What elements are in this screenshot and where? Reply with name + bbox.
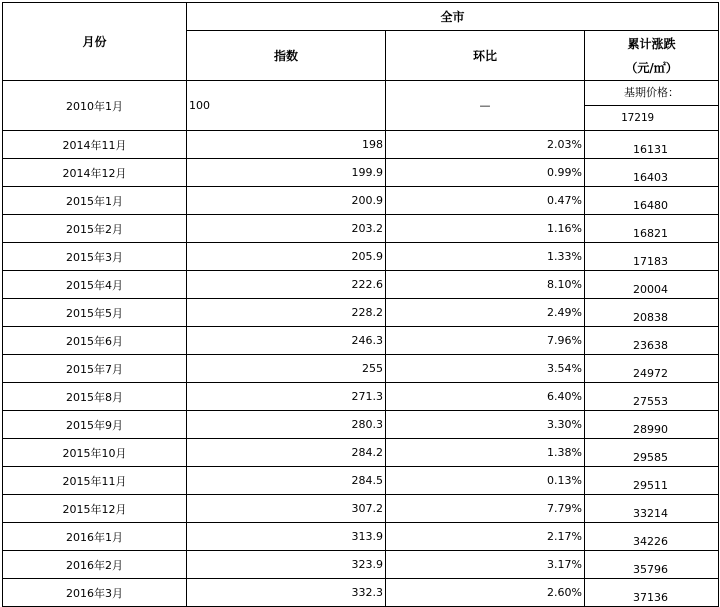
mom-cell: 1.33% <box>386 243 585 271</box>
price-cell: 17183 <box>585 243 719 271</box>
table-row <box>3 579 719 607</box>
month-header: 月份 <box>3 3 187 81</box>
base-mom-cell: — <box>386 81 585 131</box>
month-cell: 2015年8月 <box>3 383 187 411</box>
price-cell: 27553 <box>585 383 719 411</box>
table-row <box>3 131 719 159</box>
month-cell: 2015年1月 <box>3 187 187 215</box>
index-cell: 222.6 <box>187 271 386 299</box>
table-row <box>3 523 719 551</box>
mom-cell: 0.99% <box>386 159 585 187</box>
price-cell: 16131 <box>585 131 719 159</box>
month-cell: 2015年11月 <box>3 467 187 495</box>
index-cell: 203.2 <box>187 215 386 243</box>
city-header: 全市 <box>187 3 719 31</box>
mom-cell: 2.17% <box>386 523 585 551</box>
cumulative-header <box>585 31 719 81</box>
index-header: 指数 <box>187 31 386 81</box>
index-cell: 199.9 <box>187 159 386 187</box>
index-cell: 246.3 <box>187 327 386 355</box>
mom-cell: 7.79% <box>386 495 585 523</box>
index-cell: 284.2 <box>187 439 386 467</box>
index-cell: 323.9 <box>187 551 386 579</box>
cumulative-header-unit: （元/㎡） <box>625 60 678 75</box>
month-cell: 2015年2月 <box>3 215 187 243</box>
month-cell: 2016年2月 <box>3 551 187 579</box>
index-cell: 313.9 <box>187 523 386 551</box>
table-row <box>3 439 719 467</box>
month-cell: 2016年3月 <box>3 579 187 607</box>
table-row <box>3 271 719 299</box>
mom-cell: 3.30% <box>386 411 585 439</box>
month-cell: 2016年1月 <box>3 523 187 551</box>
index-cell: 271.3 <box>187 383 386 411</box>
cumulative-header-label: 累计涨跌 <box>627 36 676 51</box>
mom-cell: 8.10% <box>386 271 585 299</box>
price-cell: 24972 <box>585 355 719 383</box>
month-cell: 2015年10月 <box>3 439 187 467</box>
mom-cell: 2.60% <box>386 579 585 607</box>
month-cell: 2014年11月 <box>3 131 187 159</box>
index-cell: 255 <box>187 355 386 383</box>
base-price-cell <box>585 81 719 131</box>
month-cell: 2015年7月 <box>3 355 187 383</box>
price-cell: 35796 <box>585 551 719 579</box>
index-cell: 284.5 <box>187 467 386 495</box>
price-cell: 20838 <box>585 299 719 327</box>
month-cell: 2014年12月 <box>3 159 187 187</box>
month-cell: 2015年12月 <box>3 495 187 523</box>
index-cell: 200.9 <box>187 187 386 215</box>
price-cell: 34226 <box>585 523 719 551</box>
mom-header: 环比 <box>386 31 585 81</box>
base-price-value: 17219 <box>621 111 655 124</box>
price-cell: 37136 <box>585 579 719 607</box>
price-cell: 16403 <box>585 159 719 187</box>
index-cell: 205.9 <box>187 243 386 271</box>
base-month-cell: 2010年1月 <box>3 81 187 131</box>
mom-cell: 2.03% <box>386 131 585 159</box>
index-cell: 332.3 <box>187 579 386 607</box>
month-cell: 2015年9月 <box>3 411 187 439</box>
month-cell: 2015年5月 <box>3 299 187 327</box>
table-row <box>3 495 719 523</box>
base-price-label: 基期价格： <box>585 81 718 106</box>
table-row <box>3 411 719 439</box>
price-index-table <box>2 2 719 607</box>
table-row <box>3 215 719 243</box>
month-cell: 2015年4月 <box>3 271 187 299</box>
table-row <box>3 243 719 271</box>
index-cell: 228.2 <box>187 299 386 327</box>
mom-cell: 6.40% <box>386 383 585 411</box>
table-row <box>3 383 719 411</box>
mom-cell: 2.49% <box>386 299 585 327</box>
table-row <box>3 159 719 187</box>
mom-cell: 1.16% <box>386 215 585 243</box>
table-row <box>3 327 719 355</box>
price-cell: 23638 <box>585 327 719 355</box>
price-cell: 20004 <box>585 271 719 299</box>
table-row <box>3 299 719 327</box>
mom-cell: 3.17% <box>386 551 585 579</box>
index-cell: 198 <box>187 131 386 159</box>
table-row <box>3 355 719 383</box>
table-row <box>3 551 719 579</box>
base-row <box>3 81 719 131</box>
month-cell: 2015年3月 <box>3 243 187 271</box>
price-cell: 33214 <box>585 495 719 523</box>
table-row <box>3 187 719 215</box>
header-row-1 <box>3 3 719 31</box>
mom-cell: 0.47% <box>386 187 585 215</box>
mom-cell: 1.38% <box>386 439 585 467</box>
month-cell: 2015年6月 <box>3 327 187 355</box>
mom-cell: 0.13% <box>386 467 585 495</box>
price-cell: 29511 <box>585 467 719 495</box>
mom-cell: 7.96% <box>386 327 585 355</box>
price-cell: 28990 <box>585 411 719 439</box>
table-row <box>3 467 719 495</box>
price-cell: 16480 <box>585 187 719 215</box>
price-cell: 29585 <box>585 439 719 467</box>
base-index-cell: 100 <box>187 81 386 131</box>
price-cell: 16821 <box>585 215 719 243</box>
index-cell: 280.3 <box>187 411 386 439</box>
mom-cell: 3.54% <box>386 355 585 383</box>
index-cell: 307.2 <box>187 495 386 523</box>
